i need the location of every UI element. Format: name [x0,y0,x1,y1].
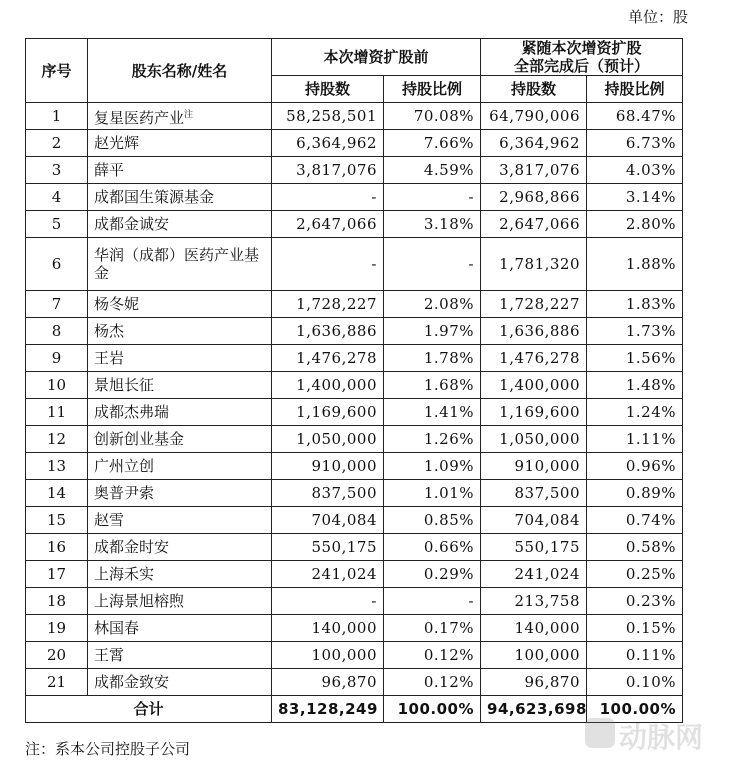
row-after-shares-text: 64,790,006 [489,107,581,125]
row-no [26,426,88,453]
unit-label: 单位：股 [627,8,688,26]
row-after-shares-text: 550,175 [514,538,581,556]
row-after-ratio-text: 0.25% [625,565,677,583]
row-after-ratio-text: 0.11% [625,646,677,664]
row-name [88,345,272,372]
row-before-ratio [384,291,481,318]
row-after-shares-text: 100,000 [514,646,581,664]
row-no [26,669,88,696]
row-no [26,507,88,534]
row-name-text: 复星医药产业 [94,108,185,127]
row-before-shares-text: - [371,188,377,206]
row-no [26,480,88,507]
row-after-shares [481,534,587,561]
header-seq: 序号 [26,39,88,103]
total-after-shares: 94,623,698 [481,696,587,723]
row-no [26,588,88,615]
row-name [88,615,272,642]
row-name-text: 上海景旭榕煦 [94,592,185,610]
row-after-ratio [587,615,683,642]
row-after-ratio [587,588,683,615]
row-before-shares [272,561,384,588]
row-before-shares [272,453,384,480]
row-no [26,399,88,426]
row-before-shares-text: 2,647,066 [296,215,377,233]
row-before-shares-text: 1,636,886 [296,322,377,340]
row-after-ratio-text: 0.74% [625,511,677,529]
row-after-shares-text: 3,817,076 [499,161,581,179]
row-after-shares [481,103,587,130]
row-after-shares-text: 140,000 [514,619,581,637]
row-before-ratio-text: 1.09% [423,457,475,475]
row-no-text: 11 [46,403,67,421]
row-no-text: 9 [51,349,62,367]
row-before-shares [272,426,384,453]
row-before-shares-text: 140,000 [311,619,377,637]
row-before-shares [272,238,384,291]
table-row [26,103,683,130]
row-before-shares-text: 58,258,501 [286,107,377,125]
row-after-shares [481,615,587,642]
row-after-shares [481,453,587,480]
table-body [26,103,683,696]
row-before-ratio-text: 3.18% [423,215,475,233]
row-before-shares [272,615,384,642]
row-before-shares [272,642,384,669]
row-before-shares-text: 1,050,000 [296,430,377,448]
row-no-text: 20 [46,646,67,664]
row-name-text: 王霄 [94,646,125,664]
row-after-ratio [587,453,683,480]
table-row [26,238,683,291]
row-before-ratio-text: - [468,188,475,206]
row-after-shares-text: 2,647,066 [499,215,581,233]
row-before-ratio-text: 1.68% [423,376,475,394]
row-no-text: 2 [51,134,62,152]
row-before-shares-text: - [371,255,377,273]
row-after-shares [481,211,587,238]
row-after-shares [481,588,587,615]
row-after-ratio [587,238,683,291]
row-name [88,157,272,184]
row-after-ratio-text: 4.03% [625,161,677,179]
row-name [88,372,272,399]
row-after-ratio-text: 1.24% [625,403,677,421]
row-no-text: 1 [51,107,62,125]
row-name [88,534,272,561]
row-after-shares [481,291,587,318]
row-before-ratio [384,130,481,157]
row-before-shares-text: 96,870 [321,673,377,691]
row-before-shares [272,184,384,211]
row-after-ratio-text: 0.10% [625,673,677,691]
row-no-text: 3 [51,161,62,179]
row-before-shares [272,534,384,561]
row-before-ratio [384,157,481,184]
row-after-ratio [587,642,683,669]
row-name [88,426,272,453]
table-row [26,642,683,669]
row-after-shares [481,157,587,184]
row-no [26,345,88,372]
row-after-shares-text: 6,364,962 [499,134,581,152]
row-before-shares-text: 1,400,000 [296,376,377,394]
row-after-ratio-text: 0.23% [625,592,677,610]
row-before-shares-text: 550,175 [311,538,377,556]
row-no [26,642,88,669]
row-name-text: 成都杰弗瑞 [94,403,170,421]
row-before-shares [272,399,384,426]
row-before-ratio-text: 70.08% [413,107,475,125]
table-row [26,345,683,372]
row-before-ratio [384,534,481,561]
row-after-ratio-text: 0.58% [625,538,677,556]
row-before-shares-text: 837,500 [311,484,377,502]
total-row [26,696,683,723]
row-before-ratio-text: 1.01% [423,484,475,502]
row-after-shares-text: 96,870 [524,673,581,691]
table-row [26,130,683,157]
row-no-text: 5 [51,215,62,233]
row-after-shares-text: 837,500 [514,484,581,502]
row-after-ratio-text: 3.14% [625,188,677,206]
row-name-text: 成都国生策源基金 [94,188,215,206]
row-before-ratio [384,480,481,507]
row-after-ratio [587,157,683,184]
row-before-ratio-text: 1.97% [423,322,475,340]
row-name [88,318,272,345]
row-no-text: 16 [46,538,67,556]
total-before-shares: 83,128,249 [272,696,384,723]
table-row [26,561,683,588]
table-row [26,507,683,534]
row-after-ratio [587,399,683,426]
row-before-ratio-text: 0.29% [423,565,475,583]
row-after-ratio-text: 0.89% [625,484,677,502]
row-before-shares-text: - [371,592,377,610]
row-before-shares-text: 100,000 [311,646,377,664]
row-after-shares [481,669,587,696]
row-before-shares-text: 910,000 [311,457,377,475]
header-after-line2: 全部完成后（预计） [514,57,650,75]
row-name [88,130,272,157]
row-after-shares-text: 1,400,000 [499,376,581,394]
row-after-ratio [587,534,683,561]
note-marker: 注 [184,109,194,120]
row-before-ratio [384,184,481,211]
row-after-ratio-text: 1.73% [625,322,677,340]
row-no [26,318,88,345]
total-label: 合计 [26,696,272,723]
row-before-shares [272,669,384,696]
watermark [585,712,735,752]
row-after-shares [481,642,587,669]
row-before-shares [272,130,384,157]
row-after-shares-text: 1,476,278 [499,349,581,367]
row-no-text: 4 [51,188,62,206]
row-no-text: 18 [46,592,67,610]
row-no [26,615,88,642]
row-after-ratio-text: 0.96% [625,457,677,475]
row-before-ratio [384,318,481,345]
watermark-logo-icon [585,718,615,748]
total-after-ratio: 100.00% [587,696,683,723]
row-after-ratio-text: 1.88% [625,255,677,273]
row-name-text: 王岩 [94,349,125,367]
row-after-shares-text: 1,636,886 [499,322,581,340]
row-name [88,399,272,426]
row-name [88,103,272,130]
row-after-ratio [587,211,683,238]
row-name-text: 赵雪 [94,511,125,529]
row-after-shares [481,561,587,588]
row-before-ratio [384,426,481,453]
row-before-shares [272,372,384,399]
header-after-shares: 持股数 [481,76,587,103]
row-before-shares-text: 1,476,278 [296,349,377,367]
row-after-shares-text: 1,781,320 [499,255,581,273]
row-before-ratio-text: 1.78% [423,349,475,367]
total-before-ratio: 100.00% [384,696,481,723]
row-before-ratio-text: - [468,255,475,273]
row-before-shares [272,291,384,318]
table-row [26,453,683,480]
table-row [26,399,683,426]
row-no-text: 14 [46,484,67,502]
row-after-shares [481,426,587,453]
row-after-ratio [587,669,683,696]
header-name: 股东名称/姓名 [88,39,272,103]
row-before-shares [272,103,384,130]
row-no [26,130,88,157]
footnote: 注：系本公司控股子公司 [25,740,191,758]
row-before-shares-text: 6,364,962 [296,134,377,152]
row-before-ratio [384,211,481,238]
row-after-ratio-text: 2.80% [625,215,677,233]
row-before-ratio [384,669,481,696]
row-before-shares [272,480,384,507]
row-after-ratio [587,480,683,507]
row-no-text: 21 [46,673,67,691]
row-before-ratio [384,103,481,130]
header-after-line1: 紧随本次增资扩股 [521,39,642,57]
row-before-ratio-text: 0.12% [423,646,475,664]
row-after-shares-text: 1,050,000 [499,430,581,448]
row-name-text: 景旭长征 [94,376,155,394]
row-before-shares [272,318,384,345]
row-before-ratio [384,453,481,480]
row-before-shares-text: 3,817,076 [296,161,377,179]
row-no-text: 6 [51,255,62,273]
row-after-shares [481,130,587,157]
row-name-text: 成都金致安 [94,673,170,691]
row-name-text: 杨杰 [94,322,125,340]
row-no [26,103,88,130]
row-after-shares [481,184,587,211]
row-before-ratio [384,345,481,372]
row-after-ratio [587,130,683,157]
row-after-shares [481,238,587,291]
row-before-ratio [384,399,481,426]
row-no [26,238,88,291]
row-after-shares-text: 213,758 [514,592,581,610]
row-name-text: 上海禾实 [94,565,155,583]
row-name-text: 赵光辉 [94,134,140,152]
row-after-ratio [587,426,683,453]
row-no [26,534,88,561]
header-after-ratio: 持股比例 [587,76,683,103]
row-after-shares [481,399,587,426]
row-no-text: 8 [51,322,62,340]
row-after-shares-text: 1,169,600 [499,403,581,421]
row-name [88,453,272,480]
row-name-text: 杨冬妮 [94,295,140,313]
row-no-text: 7 [51,295,62,313]
row-name-text: 薛平 [94,161,125,179]
row-name [88,507,272,534]
row-after-ratio-text: 68.47% [615,107,677,125]
row-after-ratio [587,103,683,130]
row-no [26,211,88,238]
table-row [26,291,683,318]
row-after-shares-text: 910,000 [514,457,581,475]
row-no [26,291,88,318]
row-after-shares-text: 2,968,866 [499,188,581,206]
row-name-text: 成都金诚安 [94,215,170,233]
row-before-shares [272,211,384,238]
row-name [88,480,272,507]
row-before-shares [272,507,384,534]
watermark-text: 动脉网 [619,721,704,754]
table-row [26,426,683,453]
row-before-ratio-text: 0.17% [423,619,475,637]
row-after-ratio [587,291,683,318]
row-before-ratio [384,615,481,642]
row-after-ratio [587,372,683,399]
table-row [26,211,683,238]
row-after-shares-text: 704,084 [514,511,581,529]
row-name-text: 奥普尹索 [94,484,155,502]
row-before-ratio-text: 0.85% [423,511,475,529]
row-before-ratio [384,561,481,588]
row-before-shares [272,345,384,372]
row-name [88,669,272,696]
row-after-ratio-text: 1.48% [625,376,677,394]
table-row [26,318,683,345]
row-no-text: 13 [46,457,67,475]
table-row [26,615,683,642]
row-no [26,561,88,588]
row-after-shares [481,318,587,345]
header-before-ratio: 持股比例 [384,76,481,103]
row-before-shares-text: 1,169,600 [296,403,377,421]
row-name [88,211,272,238]
table-row [26,669,683,696]
row-name-text: 华润（成都）医药产业基金 [94,246,260,282]
row-no-text: 19 [46,619,67,637]
row-after-shares-text: 241,024 [514,565,581,583]
table-row [26,157,683,184]
header-before-shares: 持股数 [272,76,384,103]
row-after-ratio [587,184,683,211]
shareholding-table [25,38,683,723]
row-before-ratio [384,642,481,669]
row-before-ratio-text: 7.66% [423,134,475,152]
row-before-ratio-text: 0.12% [423,673,475,691]
row-before-ratio-text: - [468,592,475,610]
table-row [26,372,683,399]
row-after-ratio [587,561,683,588]
row-after-ratio-text: 1.56% [625,349,677,367]
table-row [26,588,683,615]
row-no [26,157,88,184]
row-after-ratio-text: 1.11% [625,430,677,448]
row-no [26,184,88,211]
row-after-ratio [587,318,683,345]
row-before-shares [272,157,384,184]
row-after-ratio-text: 1.83% [625,295,677,313]
row-after-shares [481,345,587,372]
row-after-ratio-text: 6.73% [625,134,677,152]
row-after-shares [481,372,587,399]
table-row [26,184,683,211]
row-before-shares-text: 241,024 [311,565,377,583]
row-no-text: 17 [46,565,67,583]
row-before-shares [272,588,384,615]
header-after [481,39,683,76]
row-before-ratio [384,588,481,615]
row-name [88,184,272,211]
row-before-ratio-text: 0.66% [423,538,475,556]
header-before: 本次增资扩股前 [272,39,481,76]
row-no [26,372,88,399]
row-name-text: 广州立创 [94,457,155,475]
row-after-shares [481,507,587,534]
row-before-ratio-text: 1.26% [423,430,475,448]
row-name [88,561,272,588]
row-name [88,642,272,669]
table-row [26,480,683,507]
row-before-ratio [384,507,481,534]
row-no-text: 15 [46,511,67,529]
row-before-ratio-text: 2.08% [423,295,475,313]
row-no [26,453,88,480]
row-after-shares [481,480,587,507]
row-no-text: 10 [46,376,67,394]
row-after-ratio [587,345,683,372]
row-after-ratio-text: 0.15% [625,619,677,637]
row-name-text: 创新创业基金 [94,430,185,448]
row-name [88,588,272,615]
row-name [88,291,272,318]
row-no-text: 12 [46,430,67,448]
row-after-ratio [587,507,683,534]
row-before-ratio [384,238,481,291]
row-before-ratio-text: 4.59% [423,161,475,179]
row-name-text: 林国春 [94,619,140,637]
row-before-ratio [384,372,481,399]
row-name-text: 成都金时安 [94,538,170,556]
row-after-shares-text: 1,728,227 [499,295,581,313]
row-before-ratio-text: 1.41% [423,403,475,421]
table-row [26,534,683,561]
row-name [88,238,272,291]
row-before-shares-text: 1,728,227 [296,295,377,313]
row-before-shares-text: 704,084 [311,511,377,529]
